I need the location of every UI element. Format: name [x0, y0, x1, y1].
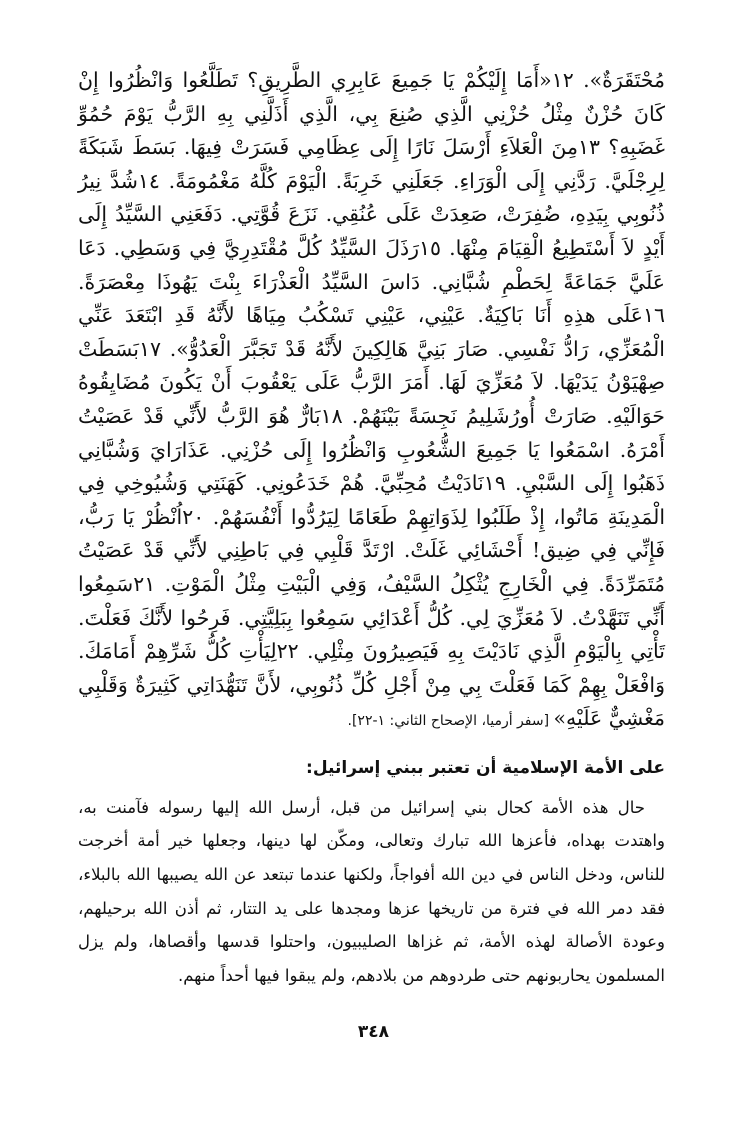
scripture-citation: [سفر أرميا، الإصحاح الثاني: ١-٢٢]. [347, 713, 554, 730]
body-paragraph: حال هذه الأمة كحال بني إسرائيل من قبل، أرسل الله إليها رسوله فآمنت به، واهتدت بهداه، فأعزها الله تبارك وتعالى، ومكّن لها دينها، وجعلها خير أمة أخرجت للناس، ودخل الناس في دين الله أفواجاً، ولكنها عندما تبتعد عن الله يصيبها الله بالبلاء، فقد دمر الله في فترة من تاريخها عزها ومجدها على يد التتار، ثم أذن الله برحيلهم، وعودة الأصالة لهذه الأمة، ثم غزاها الصليبيون، واحتلوا قدسها وأقصاها، ولم يزل المسلمون يحاربونهم حتى طردوهم من بلادهم، ولم يبقوا فيها أحداً منهم. [78, 797, 665, 985]
page-number: ٣٤٨ [357, 1022, 390, 1042]
quoted-scripture-passage [78, 64, 665, 739]
verse-text: مُحْتَقَرَةٌ». ١٢«أَمَا إِلَيْكُمْ يَا جَمِيعَ عَابِرِي الطَّرِيقِ؟ تَطَلَّعُوا وَانْظُرُوا إِنْ كَانَ حُزْنٌ مِثْلُ حُزْنِي الَّذِي صُنِعَ بِي، الَّذِي أَذَلَّنِي بِهِ الرَّبُّ يَوْمَ حُمُوِّ غَضَبِهِ؟ ١٣مِنَ الْعَلاَءِ أَرْسَلَ نَارًا إِلَى عِظَامِي فَسَرَتْ فِيهَا. بَسَطَ شَبَكَةً لِرِجْلَيَّ. رَدَّنِي إِلَى الْوَرَاءِ. جَعَلَنِي خَرِبَةً. الْيَوْمَ كُلَّهُ مَغْمُومَةً. ١٤شُدَّ نِيرُ ذُنُوبِي بِيَدِهِ، ضُفِرَتْ، صَعِدَتْ عَلَى عُنُقِي. نَزَعَ قُوَّتِي. دَفَعَنِي السَّيِّدُ إِلَى أَيْدٍ لاَ أَسْتَطِيعُ الْقِيَامَ مِنْهَا. ١٥رَذَلَ السَّيِّدُ كُلَّ مُقْتَدِرِيَّ فِي وَسَطِي. دَعَا عَلَيَّ جَمَاعَةً لِحَطْمِ شُبَّانِي. دَاسَ السَّيِّدُ الْعَذْرَاءَ بِنْتَ يَهُوذَا مِعْصَرَةً. ١٦عَلَى هذِهِ أَنَا بَاكِيَةٌ. عَيْنِي، عَيْنِي تَسْكُبُ مِيَاهًا لأَنَّهُ قَدِ ابْتَعَدَ عَنِّي الْمُعَزِّي، رَادُّ نَفْسِي. صَارَ بَنِيَّ هَالِكِينَ لأَنَّهُ قَدْ تَجَبَّرَ الْعَدُوُّ». ١٧بَسَطَتْ صِهْيَوْنُ يَدَيْهَا. لاَ مُعَزِّيَ لَهَا. أَمَرَ الرَّبُّ عَلَى يَعْقُوبَ أَنْ يَكُونَ مُضَايِقُوهُ حَوَالَيْهِ. صَارَتْ أُورُشَلِيمُ نَجِسَةً بَيْنَهُمْ. ١٨بَارٌّ هُوَ الرَّبُّ لأَنِّي قَدْ عَصَيْتُ أَمْرَهُ. اسْمَعُوا يَا جَمِيعَ الشُّعُوبِ وَانْظُرُوا إِلَى حُزْنِي. عَذَارَايَ وَشُبَّانِي ذَهَبُوا إِلَى السَّبْيِ. ١٩نَادَيْتُ مُحِبِّيَّ. هُمْ خَدَعُونِي. كَهَنَتِي وَشُيُوخِي فِي الْمَدِينَةِ مَاتُوا، إِذْ طَلَبُوا لِذَوَاتِهِمْ طَعَامًا لِيَرُدُّوا أَنْفُسَهُمْ. ٢٠اُنْظُرْ يَا رَبُّ، فَإِنِّي فِي ضِيق! أَحْشَائِي غَلَتْ. ارْتَدَّ قَلْبِي فِي بَاطِنِي لأَنِّي قَدْ عَصَيْتُ مُتَمَرِّدَةً. فِي الْخَارِجِ يُثْكِلُ السَّيْفُ، وَفِي الْبَيْتِ مِثْلُ الْمَوْتِ. ٢١سَمِعُوا أَنِّي تَنَهَّدْتُ. لاَ مُعَزِّيَ لِي. كُلُّ أَعْدَائِي سَمِعُوا بِبَلِيَّتِي. فَرِحُوا لأَنَّكَ فَعَلْتَ. تَأْتِي بِالْيَوْمِ الَّذِي نَادَيْتَ بِهِ فَيَصِيرُونَ مِثْلِي. ٢٢لِيَأْتِ كُلُّ شَرِّهِمْ أَمَامَكَ. وَافْعَلْ بِهِمْ كَمَا فَعَلْتَ بِي مِنْ أَجْلِ كُلِّ ذُنُوبِي، لأَنَّ تَنَهُّدَاتِي كَثِيرَةٌ وَقَلْبِي مَغْشِيٌّ عَلَيْهِ» [78, 68, 666, 731]
section-heading: على الأمة الإسلامية أن تعتبر ببني إسرائيل: [306, 757, 665, 778]
